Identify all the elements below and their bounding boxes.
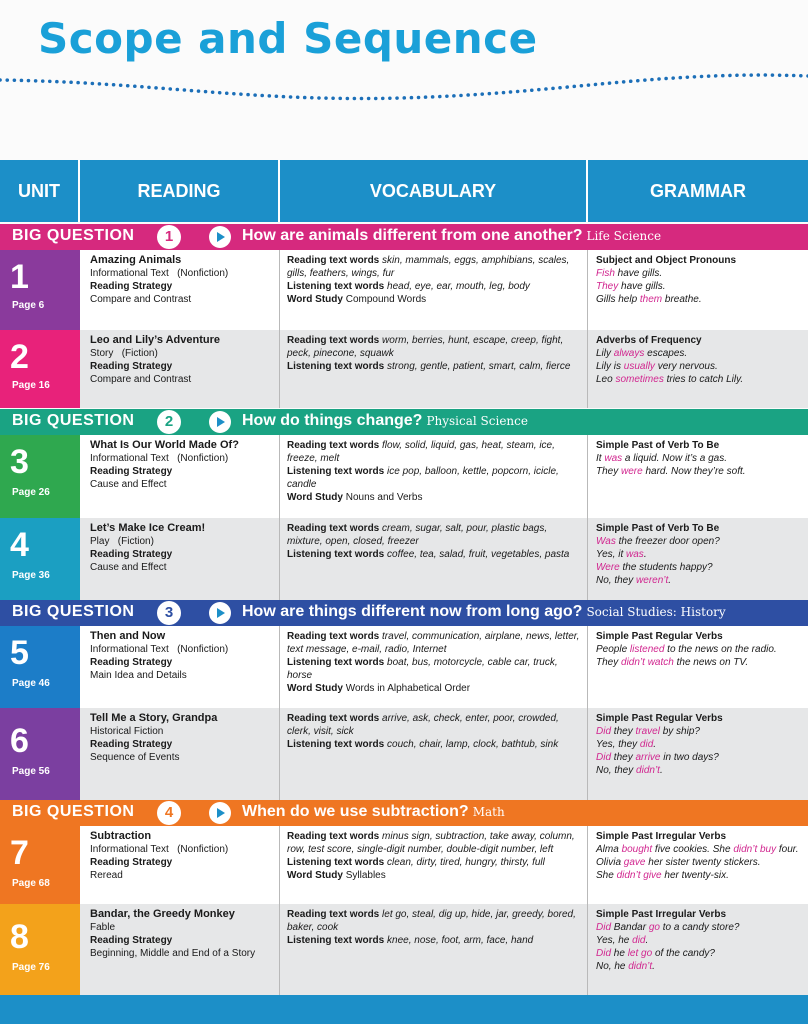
reading-cell bbox=[90, 334, 275, 386]
grammar-highlight: let go bbox=[627, 948, 653, 959]
grammar-text: It bbox=[596, 453, 605, 464]
grammar-text: to the news on the radio. bbox=[664, 644, 777, 655]
grammar-text: She bbox=[596, 870, 617, 881]
listening-words: knee, nose, foot, arm, face, hand bbox=[387, 935, 534, 946]
listening-words-label: Listening text words bbox=[287, 361, 385, 372]
reading-words: travel, communication, airplane, news, letter, text message, e-mail, radio, Internet bbox=[287, 631, 580, 655]
grammar-highlight: Was bbox=[596, 536, 616, 547]
listening-words-label: Listening text words bbox=[287, 549, 385, 560]
unit-number: 3 bbox=[10, 443, 29, 481]
grammar-title: Simple Past of Verb To Be bbox=[596, 440, 720, 451]
vocabulary-cell bbox=[287, 712, 583, 751]
grammar-text: the freezer door open? bbox=[615, 536, 720, 547]
grammar-text: have gills. bbox=[618, 281, 666, 292]
reading-words-label: Reading text words bbox=[287, 335, 380, 346]
vocabulary-cell bbox=[287, 630, 583, 695]
listening-words: strong, gentle, patient, smart, calm, fierce bbox=[387, 361, 571, 372]
big-question-label: BIG QUESTION bbox=[12, 603, 135, 620]
listening-words-label: Listening text words bbox=[287, 657, 385, 668]
unit-number: 8 bbox=[10, 918, 29, 956]
unit-row-6 bbox=[0, 708, 808, 800]
grammar-text: No, they bbox=[596, 765, 637, 776]
genre: Informational Text bbox=[90, 844, 169, 855]
reading-strategy-label: Reading Strategy bbox=[90, 361, 173, 372]
reading-words-label: Reading text words bbox=[287, 523, 380, 534]
grammar-text: No, he bbox=[596, 961, 629, 972]
grammar-text: Leo bbox=[596, 374, 616, 385]
grammar-text: her twenty-six. bbox=[661, 870, 729, 881]
grammar-highlight: arrive bbox=[635, 752, 661, 763]
big-question-label: BIG QUESTION bbox=[12, 412, 135, 429]
genre: Fable bbox=[90, 922, 116, 933]
grammar-cell bbox=[596, 830, 802, 882]
big-question-number: 3 bbox=[157, 601, 181, 625]
dotted-divider bbox=[0, 62, 808, 112]
unit-number: 7 bbox=[10, 834, 29, 872]
grammar-highlight: did bbox=[632, 935, 646, 946]
grammar-text: Alma bbox=[596, 844, 622, 855]
big-question-subject: Math bbox=[472, 805, 505, 819]
grammar-text: he bbox=[611, 948, 628, 959]
reading-strategy: Cause and Effect bbox=[90, 479, 167, 490]
grammar-text: Lily is bbox=[596, 361, 624, 372]
reading-words-label: Reading text words bbox=[287, 831, 380, 842]
reading-cell bbox=[90, 830, 275, 882]
play-icon[interactable] bbox=[209, 226, 231, 248]
grammar-text: Olivia bbox=[596, 857, 624, 868]
story-title: Leo and Lily’s Adventure bbox=[90, 334, 220, 346]
unit-page: Page 46 bbox=[12, 678, 50, 689]
grammar-highlight: were bbox=[621, 466, 643, 477]
vocabulary-cell bbox=[287, 830, 583, 882]
listening-words-label: Listening text words bbox=[287, 466, 385, 477]
genre-type: (Nonfiction) bbox=[177, 644, 229, 655]
unit-row-7 bbox=[0, 826, 808, 904]
story-title: Subtraction bbox=[90, 830, 152, 842]
unit-row-4 bbox=[0, 518, 808, 600]
reading-strategy-label: Reading Strategy bbox=[90, 739, 173, 750]
grammar-text: escapes. bbox=[644, 348, 688, 359]
grammar-text: a liquid. Now it’s a gas. bbox=[622, 453, 728, 464]
big-question-number: 1 bbox=[157, 225, 181, 249]
genre: Informational Text bbox=[90, 644, 169, 655]
reading-words: worm, berries, hunt, escape, creep, fight, peck, pinecone, squawk bbox=[287, 335, 564, 359]
grammar-highlight: Did bbox=[596, 922, 612, 933]
big-question-4 bbox=[0, 800, 808, 826]
listening-words-label: Listening text words bbox=[287, 281, 385, 292]
big-question-3 bbox=[0, 600, 808, 626]
unit-page: Page 56 bbox=[12, 766, 50, 777]
reading-strategy-label: Reading Strategy bbox=[90, 935, 173, 946]
genre: Play bbox=[90, 536, 110, 547]
reading-words: arrive, ask, check, enter, poor, crowded, clerk, visit, sick bbox=[287, 713, 559, 737]
grammar-text: Gills help bbox=[596, 294, 640, 305]
reading-strategy: Reread bbox=[90, 870, 123, 881]
unit-row-5 bbox=[0, 626, 808, 708]
big-question-label: BIG QUESTION bbox=[12, 227, 135, 244]
grammar-text: No, they bbox=[596, 575, 637, 586]
page-title: Scope and Sequence bbox=[38, 14, 538, 63]
grammar-text: Bandar bbox=[611, 922, 649, 933]
grammar-highlight: weren’t bbox=[636, 575, 669, 586]
grammar-text: her sister twenty stickers. bbox=[645, 857, 761, 868]
vocabulary-cell bbox=[287, 439, 583, 504]
column-divider bbox=[279, 250, 280, 408]
unit-cell bbox=[0, 250, 80, 330]
column-divider bbox=[279, 626, 280, 800]
grammar-text: breathe. bbox=[662, 294, 702, 305]
unit-number: 6 bbox=[10, 722, 29, 760]
grammar-title: Simple Past Regular Verbs bbox=[596, 631, 723, 642]
grammar-highlight: didn’t buy bbox=[733, 844, 777, 855]
unit-page: Page 26 bbox=[12, 487, 50, 498]
reading-strategy: Compare and Contrast bbox=[90, 374, 192, 385]
grammar-text: Yes, he bbox=[596, 935, 633, 946]
grammar-highlight: listened bbox=[629, 644, 665, 655]
grammar-text: People bbox=[596, 644, 630, 655]
reading-cell bbox=[90, 254, 275, 306]
genre-type: (Nonfiction) bbox=[177, 453, 229, 464]
story-title: Let’s Make Ice Cream! bbox=[90, 522, 206, 534]
grammar-text: . bbox=[659, 765, 663, 776]
grammar-text: They bbox=[596, 657, 622, 668]
unit-page: Page 36 bbox=[12, 570, 50, 581]
unit-page: Page 6 bbox=[12, 300, 45, 311]
big-question-text: How are things different now from long ago? bbox=[242, 603, 583, 620]
vocabulary-cell bbox=[287, 254, 583, 306]
reading-words: let go, steal, dig up, hide, jar, greedy, bored, baker, cook bbox=[287, 909, 576, 933]
unit-number: 1 bbox=[10, 258, 29, 296]
reading-words-label: Reading text words bbox=[287, 713, 380, 724]
grammar-highlight: did bbox=[639, 739, 654, 750]
grammar-text: hard. Now they’re soft. bbox=[642, 466, 746, 477]
grammar-highlight: Did bbox=[596, 752, 612, 763]
word-study: Words in Alphabetical Order bbox=[345, 683, 471, 694]
column-divider bbox=[587, 435, 588, 600]
bottom-bar bbox=[0, 995, 808, 1024]
listening-words: couch, chair, lamp, clock, bathtub, sink bbox=[387, 739, 559, 750]
reading-strategy: Cause and Effect bbox=[90, 562, 167, 573]
grammar-cell bbox=[596, 908, 802, 973]
reading-cell bbox=[90, 630, 275, 682]
listening-words: ice pop, balloon, kettle, popcorn, icicle, candle bbox=[287, 466, 559, 490]
reading-cell bbox=[90, 712, 275, 764]
grammar-text: Yes, it bbox=[596, 549, 627, 560]
header-reading: READING bbox=[80, 160, 280, 222]
grammar-text: . bbox=[645, 935, 649, 946]
unit-page: Page 76 bbox=[12, 962, 50, 973]
big-question-number: 4 bbox=[157, 801, 181, 825]
header-unit: UNIT bbox=[0, 160, 80, 222]
grammar-highlight: didn’t watch bbox=[621, 657, 674, 668]
grammar-title: Simple Past Regular Verbs bbox=[596, 713, 723, 724]
grammar-text: . bbox=[643, 549, 647, 560]
genre-type: (Nonfiction) bbox=[177, 844, 229, 855]
reading-strategy: Main Idea and Details bbox=[90, 670, 187, 681]
grammar-text: the news on TV. bbox=[673, 657, 749, 668]
grammar-text: of the candy? bbox=[652, 948, 715, 959]
genre: Story bbox=[90, 348, 114, 359]
unit-cell bbox=[0, 330, 80, 408]
reading-words-label: Reading text words bbox=[287, 631, 380, 642]
grammar-highlight: usually bbox=[623, 361, 655, 372]
column-divider bbox=[279, 826, 280, 995]
grammar-highlight: was bbox=[604, 453, 623, 464]
reading-words: skin, mammals, eggs, amphibians, scales, gills, feathers, wings, fur bbox=[287, 255, 570, 279]
story-title: Amazing Animals bbox=[90, 254, 182, 266]
big-question-1 bbox=[0, 224, 808, 250]
grammar-text: to a candy store? bbox=[659, 922, 740, 933]
grammar-highlight: sometimes bbox=[615, 374, 664, 385]
grammar-highlight: Did bbox=[596, 948, 612, 959]
big-question-label: BIG QUESTION bbox=[12, 803, 135, 820]
reading-strategy: Beginning, Middle and End of a Story bbox=[90, 948, 256, 959]
grammar-highlight: bought bbox=[621, 844, 653, 855]
unit-row-8 bbox=[0, 904, 808, 995]
big-question-2 bbox=[0, 409, 808, 435]
grammar-text: Lily bbox=[596, 348, 614, 359]
word-study: Nouns and Verbs bbox=[345, 492, 423, 503]
grammar-text: they bbox=[611, 752, 636, 763]
listening-words: clean, dirty, tired, hungry, thirsty, full bbox=[387, 857, 545, 868]
word-study-label: Word Study bbox=[287, 683, 343, 694]
play-icon[interactable] bbox=[209, 411, 231, 433]
unit-cell bbox=[0, 826, 80, 904]
grammar-highlight: always bbox=[613, 348, 645, 359]
header-grammar: GRAMMAR bbox=[650, 180, 746, 201]
play-icon[interactable] bbox=[209, 802, 231, 824]
big-question-subject: Life Science bbox=[586, 229, 662, 243]
genre: Informational Text bbox=[90, 453, 169, 464]
listening-words: coffee, tea, salad, fruit, vegetables, pasta bbox=[387, 549, 570, 560]
reading-strategy: Sequence of Events bbox=[90, 752, 180, 763]
unit-row-1 bbox=[0, 250, 808, 330]
grammar-cell bbox=[596, 334, 802, 386]
big-question-subject: Physical Science bbox=[426, 414, 528, 428]
story-title: Tell Me a Story, Grandpa bbox=[90, 712, 218, 724]
genre-type: (Fiction) bbox=[121, 348, 158, 359]
grammar-title: Simple Past Irregular Verbs bbox=[596, 831, 727, 842]
grammar-highlight: didn’t give bbox=[616, 870, 662, 881]
scope-table bbox=[0, 160, 808, 1024]
vocabulary-cell bbox=[287, 522, 583, 561]
grammar-text: five cookies. She bbox=[652, 844, 734, 855]
reading-words-label: Reading text words bbox=[287, 255, 380, 266]
unit-cell bbox=[0, 518, 80, 600]
genre-type: (Fiction) bbox=[117, 536, 154, 547]
reading-strategy-label: Reading Strategy bbox=[90, 549, 173, 560]
story-title: Then and Now bbox=[90, 630, 166, 642]
big-question-subject: Social Studies: History bbox=[586, 605, 726, 619]
word-study: Syllables bbox=[345, 870, 386, 881]
unit-cell bbox=[0, 435, 80, 518]
grammar-text: very nervous. bbox=[654, 361, 718, 372]
unit-page: Page 68 bbox=[12, 878, 50, 889]
reading-words-label: Reading text words bbox=[287, 440, 380, 451]
big-question-text: How do things change? bbox=[242, 412, 423, 429]
listening-words: boat, bus, motorcycle, cable car, truck, horse bbox=[287, 657, 558, 681]
grammar-text: by ship? bbox=[659, 726, 700, 737]
grammar-title: Subject and Object Pronouns bbox=[596, 255, 737, 266]
unit-cell bbox=[0, 626, 80, 708]
grammar-highlight: didn’t bbox=[636, 765, 660, 776]
reading-cell bbox=[90, 522, 275, 574]
big-question-text: How are animals different from one another? bbox=[242, 227, 583, 244]
grammar-cell bbox=[596, 522, 802, 587]
grammar-title: Simple Past of Verb To Be bbox=[596, 523, 720, 534]
genre-type: (Nonfiction) bbox=[177, 268, 229, 279]
grammar-highlight: Were bbox=[596, 562, 620, 573]
column-divider bbox=[587, 626, 588, 800]
unit-cell bbox=[0, 708, 80, 800]
grammar-highlight: go bbox=[648, 922, 660, 933]
word-study-label: Word Study bbox=[287, 492, 343, 503]
grammar-highlight: didn’t bbox=[628, 961, 653, 972]
grammar-title: Adverbs of Frequency bbox=[596, 335, 702, 346]
unit-row-2 bbox=[0, 330, 808, 408]
unit-number: 2 bbox=[10, 338, 29, 376]
listening-words-label: Listening text words bbox=[287, 739, 385, 750]
grammar-highlight: them bbox=[639, 294, 663, 305]
reading-strategy-label: Reading Strategy bbox=[90, 857, 173, 868]
grammar-text: . bbox=[652, 961, 655, 972]
unit-cell bbox=[0, 904, 80, 995]
grammar-cell bbox=[596, 630, 802, 669]
grammar-highlight: They bbox=[596, 281, 619, 292]
grammar-text: tries to catch Lily. bbox=[663, 374, 744, 385]
grammar-text: . bbox=[653, 739, 657, 750]
header-vocabulary: VOCABULARY bbox=[280, 160, 588, 222]
unit-page: Page 16 bbox=[12, 380, 50, 391]
reading-strategy-label: Reading Strategy bbox=[90, 466, 173, 477]
reading-strategy-label: Reading Strategy bbox=[90, 657, 173, 668]
word-study-label: Word Study bbox=[287, 870, 343, 881]
vocabulary-cell bbox=[287, 334, 583, 373]
column-divider bbox=[279, 435, 280, 600]
grammar-highlight: Did bbox=[596, 726, 612, 737]
genre: Informational Text bbox=[90, 268, 169, 279]
table-header bbox=[0, 160, 808, 222]
grammar-cell bbox=[596, 439, 802, 478]
listening-words-label: Listening text words bbox=[287, 935, 385, 946]
column-divider bbox=[587, 826, 588, 995]
reading-words: flow, solid, liquid, gas, heat, steam, ice, freeze, melt bbox=[287, 440, 555, 464]
grammar-text: they bbox=[611, 726, 636, 737]
grammar-highlight: Fish bbox=[596, 268, 615, 279]
vocabulary-cell bbox=[287, 908, 583, 947]
grammar-text: the students happy? bbox=[619, 562, 713, 573]
listening-words-label: Listening text words bbox=[287, 857, 385, 868]
word-study-label: Word Study bbox=[287, 294, 343, 305]
grammar-highlight: travel bbox=[635, 726, 660, 737]
reading-strategy: Compare and Contrast bbox=[90, 294, 192, 305]
grammar-text: have gills. bbox=[614, 268, 663, 279]
grammar-text: in two days? bbox=[660, 752, 719, 763]
grammar-cell bbox=[596, 254, 802, 306]
reading-words: minus sign, subtraction, take away, column, row, test score, single-digit number, double-digit number, left bbox=[287, 831, 575, 855]
grammar-highlight: gave bbox=[623, 857, 646, 868]
unit-row-3 bbox=[0, 435, 808, 518]
grammar-text: Yes, they bbox=[596, 739, 640, 750]
story-title: Bandar, the Greedy Monkey bbox=[90, 908, 235, 920]
unit-number: 5 bbox=[10, 634, 29, 672]
play-icon[interactable] bbox=[209, 602, 231, 624]
big-question-text: When do we use subtraction? bbox=[242, 803, 469, 820]
grammar-text: four. bbox=[776, 844, 799, 855]
unit-number: 4 bbox=[10, 526, 29, 564]
grammar-cell bbox=[596, 712, 802, 777]
reading-cell bbox=[90, 908, 275, 960]
big-question-number: 2 bbox=[157, 410, 181, 434]
column-divider bbox=[587, 250, 588, 408]
story-title: What Is Our World Made Of? bbox=[90, 439, 239, 451]
reading-words: cream, sugar, salt, pour, plastic bags, mixture, open, closed, freezer bbox=[287, 523, 548, 547]
reading-words-label: Reading text words bbox=[287, 909, 380, 920]
genre: Historical Fiction bbox=[90, 726, 164, 737]
word-study: Compound Words bbox=[345, 294, 427, 305]
grammar-highlight: was bbox=[626, 549, 644, 560]
reading-cell bbox=[90, 439, 275, 491]
listening-words: head, eye, ear, mouth, leg, body bbox=[387, 281, 530, 292]
grammar-text: They bbox=[596, 466, 622, 477]
grammar-title: Simple Past Irregular Verbs bbox=[596, 909, 727, 920]
reading-strategy-label: Reading Strategy bbox=[90, 281, 173, 292]
grammar-text: . bbox=[668, 575, 672, 586]
